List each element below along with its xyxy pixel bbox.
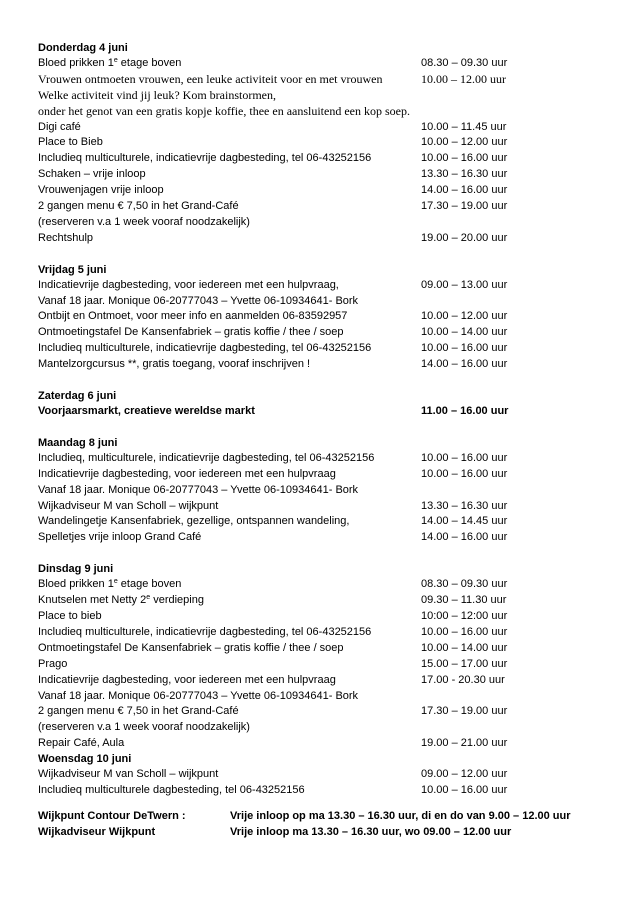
activity-text-continued: verdieping: [150, 594, 204, 607]
activity-time: 10.00 – 16.00 uur: [421, 467, 508, 480]
footer-label: Wijkadviseur Wijkpunt: [38, 825, 156, 838]
activity-time: 10.00 – 11.45 uur: [421, 120, 507, 133]
day-heading: Dinsdag 9 juni: [38, 563, 114, 576]
schedule-row: [38, 199, 618, 215]
activity-text: Indicatievrije dagbesteding, voor iedereen met een hulpvraag: [38, 467, 336, 480]
activity-text: Ontbijt en Ontmoet, voor meer info en aanmelden 06-83592957: [38, 310, 348, 323]
activity-description: [38, 278, 421, 294]
schedule-row: [38, 641, 618, 657]
activity-time: [421, 689, 618, 705]
activity-description: [38, 167, 421, 183]
activity-description: [38, 530, 421, 546]
footer-text: Vrije inloop ma 13.30 – 16.30 uur, wo 09.00 – 12.00 uur: [230, 825, 512, 838]
activity-time: 08.30 – 09.30 uur: [421, 57, 508, 69]
footer-row-wijkpunt: [38, 809, 628, 825]
schedule-row: [38, 88, 618, 104]
day-heading: Maandag 8 juni: [38, 436, 118, 449]
activity-text: Ontmoetingstafel De Kansenfabriek – gratis koffie / thee / soep: [38, 326, 344, 339]
section-gap: [38, 546, 618, 562]
schedule-row: [38, 167, 618, 183]
schedule-row: [38, 514, 618, 530]
activity-description: [38, 120, 421, 136]
activity-text: Mantelzorgcursus **, gratis toegang, vooraf inschrijven !: [38, 358, 311, 371]
activity-description: [38, 357, 421, 373]
schedule-row: [38, 404, 618, 420]
activity-description: [38, 341, 421, 357]
ordinal-suffix: e: [113, 57, 118, 64]
activity-description: [38, 72, 421, 88]
schedule-row: [38, 625, 618, 641]
activity-time: [421, 88, 618, 104]
activity-time: 10:00 – 12:00 uur: [421, 610, 508, 623]
activity-time: 14.00 – 14.45 uur: [421, 515, 508, 528]
activity-description: [38, 514, 421, 530]
activity-text: Includieq multiculturele, indicatievrije dagbesteding, tel 06-43252156: [38, 152, 372, 165]
activity-text: Knutselen met Netty 2: [38, 594, 147, 607]
activity-text: Rechtshulp: [38, 231, 94, 244]
activity-text-continued: etage boven: [117, 578, 182, 591]
activity-description: [38, 593, 421, 609]
activity-description: [38, 294, 421, 310]
schedule-row: [38, 309, 618, 325]
schedule-row: [38, 704, 618, 720]
activity-text: Indicatievrije dagbesteding, voor iedereen met een hulpvraag,: [38, 278, 339, 291]
schedule-row: [38, 593, 618, 609]
schedule-row: [38, 736, 618, 752]
activity-text: onder het genot van een gratis kopje koffie, thee en aansluitend een kop soep.: [38, 103, 410, 118]
activity-text: Welke activiteit vind jij leuk? Kom brainstormen,: [38, 87, 276, 102]
activity-description: [38, 499, 421, 515]
activity-time: 10.00 – 12.00 uur: [421, 310, 508, 323]
activity-time: 09.30 – 11.30 uur: [421, 594, 507, 607]
activity-text: Place to Bieb: [38, 136, 103, 149]
activity-time: 17.00 - 20.30 uur: [421, 673, 505, 686]
activity-description: [38, 483, 421, 499]
activity-text: Includieq multiculturele dagbesteding, tel 06-43252156: [38, 783, 305, 796]
activity-time: 10.00 – 16.00 uur: [421, 625, 508, 638]
footer-text: Vrije inloop op ma 13.30 – 16.30 uur, di en do van 9.00 – 12.00 uur: [230, 810, 571, 822]
section-gap: [38, 247, 618, 263]
schedule-row: [38, 325, 618, 341]
activity-time: 10.00 – 12.00 uur: [421, 136, 508, 149]
activity-description: [38, 151, 421, 167]
activity-description: [38, 183, 421, 199]
day-heading: Donderdag 4 juni: [38, 42, 128, 54]
activity-time: 13.30 – 16.30 uur: [421, 499, 508, 512]
schedule-row: [38, 120, 618, 136]
schedule-row: [38, 183, 618, 199]
activity-description: [38, 657, 421, 673]
activity-description: [38, 625, 421, 641]
activity-description: [38, 720, 421, 736]
activity-time: 10.00 – 12.00 uur: [421, 71, 506, 86]
activity-description: [38, 199, 421, 215]
activity-time: 10.00 – 14.00 uur: [421, 641, 508, 654]
day-heading: Vrijdag 5 juni: [38, 263, 107, 276]
activity-description: [38, 88, 421, 104]
activity-description: [38, 56, 421, 72]
schedule-row: [38, 151, 618, 167]
schedule-row: [38, 467, 618, 483]
activity-text: Repair Café, Aula: [38, 737, 125, 750]
activity-text: Wandelingetje Kansenfabriek, gezellige, ontspannen wandeling,: [38, 515, 350, 528]
activity-time: 17.30 – 19.00 uur: [421, 200, 508, 213]
activity-time: 15.00 – 17.00 uur: [421, 657, 508, 670]
activity-time: 09.00 – 12.00 uur: [421, 768, 508, 781]
schedule-row: [38, 720, 618, 736]
activity-time: 14.00 – 16.00 uur: [421, 358, 508, 371]
schedule-row: [38, 783, 618, 799]
activity-time: 19.00 – 20.00 uur: [421, 231, 508, 244]
schedule-row: [38, 451, 618, 467]
schedule-row: [38, 104, 618, 120]
schedule-row: [38, 72, 618, 88]
activity-description: [38, 231, 421, 247]
activity-description: [38, 736, 421, 752]
activity-time: [421, 215, 618, 231]
activity-text: Voorjaarsmarkt, creatieve wereldse markt: [38, 405, 255, 418]
activity-text: Spelletjes vrije inloop Grand Café: [38, 531, 202, 544]
activity-time: 11.00 – 16.00 uur: [421, 405, 509, 418]
activity-description: [38, 404, 421, 420]
day-heading: Woensdag 10 juni: [38, 753, 132, 766]
activity-time: [421, 483, 618, 499]
activity-time: 10.00 – 16.00 uur: [421, 342, 508, 355]
activity-description: [38, 704, 421, 720]
schedule-row: [38, 135, 618, 151]
schedule: [38, 41, 618, 799]
activity-description: [38, 577, 421, 593]
schedule-row: [38, 56, 618, 72]
activity-text: Bloed prikken 1: [38, 57, 114, 69]
schedule-row: [38, 673, 618, 689]
activity-text: Schaken – vrije inloop: [38, 168, 146, 181]
activity-time: 13.30 – 16.30 uur: [421, 168, 508, 181]
schedule-row: [38, 294, 618, 310]
activity-time: 10.00 – 16.00 uur: [421, 783, 508, 796]
ordinal-suffix: e: [113, 578, 118, 586]
activity-time: 14.00 – 16.00 uur: [421, 184, 508, 197]
activity-text: Includieq multiculturele, indicatievrije dagbesteding, tel 06-43252156: [38, 342, 372, 355]
activity-description: [38, 451, 421, 467]
schedule-row: [38, 357, 618, 373]
activity-text: Ontmoetingstafel De Kansenfabriek – gratis koffie / thee / soep: [38, 641, 344, 654]
activity-description: [38, 104, 410, 120]
activity-time: 10.00 – 16.00 uur: [421, 152, 508, 165]
ordinal-suffix: e: [146, 594, 151, 602]
activity-text: Vrouwen ontmoeten vrouwen, een leuke activiteit voor en met vrouwen: [38, 71, 383, 86]
activity-time: 17.30 – 19.00 uur: [421, 705, 508, 718]
activity-time: 14.00 – 16.00 uur: [421, 531, 508, 544]
schedule-row: [38, 215, 618, 231]
activity-text: (reserveren v.a 1 week vooraf noodzakelijk): [38, 215, 250, 228]
activity-text: Place to bieb: [38, 610, 102, 623]
schedule-row: [38, 483, 618, 499]
activity-time: 08.30 – 09.30 uur: [421, 578, 508, 591]
activity-text: Includieq, multiculturele, indicatievrije dagbesteding, tel 06-43252156: [38, 451, 375, 464]
activity-text: Vanaf 18 jaar. Monique 06-20777043 – Yvette 06-10934641- Bork: [38, 483, 359, 496]
activity-text: Prago: [38, 657, 68, 670]
activity-text: 2 gangen menu € 7,50 in het Grand-Café: [38, 200, 239, 213]
activity-description: [38, 325, 421, 341]
schedule-row: [38, 577, 618, 593]
activity-text: Vrouwenjagen vrije inloop: [38, 184, 164, 197]
schedule-row: [38, 278, 618, 294]
activity-text: Indicatievrije dagbesteding, voor iedereen met een hulpvraag: [38, 673, 336, 686]
activity-description: [38, 783, 421, 799]
day-heading: Zaterdag 6 juni: [38, 390, 117, 403]
activity-text: 2 gangen menu € 7,50 in het Grand-Café: [38, 705, 239, 718]
activity-time: 19.00 – 21.00 uur: [421, 737, 508, 750]
activity-text: Wijkadviseur M van Scholl – wijkpunt: [38, 768, 219, 781]
activity-time: 09.00 – 13.00 uur: [421, 278, 508, 291]
activity-text: Wijkadviseur M van Scholl – wijkpunt: [38, 499, 219, 512]
activity-description: [38, 309, 421, 325]
footer: [38, 809, 628, 840]
schedule-row: [38, 499, 618, 515]
schedule-row: [38, 341, 618, 357]
activity-description: [38, 609, 421, 625]
schedule-row: [38, 231, 618, 247]
activity-text: Vanaf 18 jaar. Monique 06-20777043 – Yvette 06-10934641- Bork: [38, 689, 359, 702]
activity-time: 10.00 – 16.00 uur: [421, 451, 508, 464]
activity-description: [38, 135, 421, 151]
activity-text-continued: etage boven: [117, 57, 182, 69]
activity-text: Includieq multiculturele, indicatievrije dagbesteding, tel 06-43252156: [38, 625, 372, 638]
activity-time: [421, 720, 618, 736]
schedule-row: [38, 609, 618, 625]
activity-description: [38, 673, 421, 689]
activity-text: Bloed prikken 1: [38, 578, 114, 591]
schedule-row: [38, 767, 618, 783]
activity-text: Vanaf 18 jaar. Monique 06-20777043 – Yvette 06-10934641- Bork: [38, 294, 359, 307]
activity-time: [421, 294, 618, 310]
activity-description: [38, 767, 421, 783]
footer-row-wijkadviseur: [38, 825, 628, 841]
schedule-row: [38, 530, 618, 546]
section-gap: [38, 420, 618, 436]
activity-description: [38, 467, 421, 483]
schedule-row: [38, 657, 618, 673]
activity-text: (reserveren v.a 1 week vooraf noodzakelijk): [38, 721, 250, 734]
footer-label: Wijkpunt Contour DeTwern :: [38, 810, 186, 822]
schedule-row: [38, 689, 618, 705]
activity-description: [38, 641, 421, 657]
section-gap: [38, 373, 618, 389]
activity-description: [38, 215, 421, 231]
activity-text: Digi café: [38, 120, 81, 133]
activity-time: 10.00 – 14.00 uur: [421, 326, 508, 339]
activity-description: [38, 689, 421, 705]
